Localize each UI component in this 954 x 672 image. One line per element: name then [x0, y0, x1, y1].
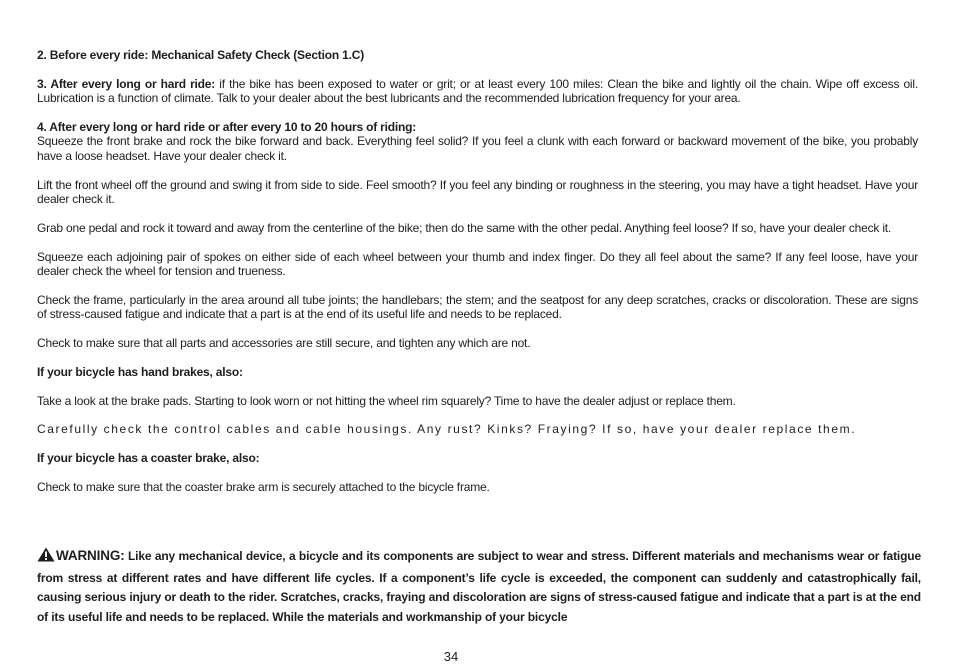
coaster-brake-heading: If your bicycle has a coaster brake, also:	[37, 451, 260, 466]
page-number: 34	[443, 649, 459, 664]
section-2-heading: 2. Before every ride: Mechanical Safety Check (Section 1.C)	[37, 48, 364, 62]
coaster-brake-paragraph: Check to make sure that the coaster brake arm is securely attached to the bicycle frame.	[37, 480, 490, 494]
section-3-heading: 3. After every long or hard ride:	[37, 76, 216, 91]
manual-page-body	[37, 48, 918, 494]
warning-block	[37, 546, 921, 627]
hand-brakes-paragraph: Take a look at the brake pads. Starting to look worn or not hitting the wheel rim squarely? Time to have the dealer adjust or replace them.	[37, 393, 736, 408]
warning-triangle-icon	[37, 547, 55, 569]
section-4-paragraph: Grab one pedal and rock it toward and away from the centerline of the bike; then do the same with the other pedal. Anything feel loose? If so, have your dealer check it.	[37, 220, 892, 235]
section-4-paragraph: Squeeze the front brake and rock the bike forward and back. Everything feel solid? If you feel a clunk with each forward or backward movement of the bike, you probably have a loose headset. Have your dealer check it.	[37, 134, 918, 163]
warning-text: Like any mechanical device, a bicycle and its components are subject to wear and stress. Different materials and mechanisms wear or fatigue from stress at different rates and have different life cycles. If a component’s life cycle is exceeded, the component can suddenly and catastrophically fail, causing serious injury or death to the rider. Scratches, cracks, fraying and discoloration are signs of stress-caused fatigue and indicate that a part is at the end of its useful life and needs to be replaced. While the materials and workmanship of your bicycle	[37, 549, 921, 624]
section-3-paragraph	[37, 77, 918, 106]
hand-brakes-heading: If your bicycle has hand brakes, also:	[37, 364, 243, 379]
section-4-heading: 4. After every long or hard ride or after every 10 to 20 hours of riding:	[37, 120, 417, 134]
section-4-paragraph: Squeeze each adjoining pair of spokes on either side of each wheel between your thumb and index finger. Do they all feel about the same? If any feel loose, have your dealer check the wheel for tension and trueness.	[37, 249, 918, 279]
section-4-paragraph: Lift the front wheel off the ground and swing it from side to side. Feel smooth? If you feel any binding or roughness in the steering, you may have a tight headset. Have your dealer check it.	[37, 177, 918, 207]
section-3-text: if the bike has been exposed to water or grit; or at least every 100 miles: Clean the bike and lightly oil the chain. Wipe off excess oil. Lubrication is a function of climate. Talk to your dealer about the best lubricants and the recommended lubrication frequency for your area.	[37, 76, 918, 106]
warning-label: WARNING:	[56, 548, 125, 563]
section-4-paragraph: Check the frame, particularly in the area around all tube joints; the handlebars; the stem; and the seatpost for any deep scratches, cracks or discoloration. These are signs of stress-caused fatigue and indicate that a part is at the end of its useful life and needs to be replaced.	[37, 292, 918, 322]
hand-brakes-paragraph: Carefully check the control cables and cable housings. Any rust? Kinks? Fraying? If so, have your dealer replace them.	[37, 422, 857, 437]
section-4-paragraph: Check to make sure that all parts and accessories are still secure, and tighten any which are not.	[37, 336, 531, 351]
